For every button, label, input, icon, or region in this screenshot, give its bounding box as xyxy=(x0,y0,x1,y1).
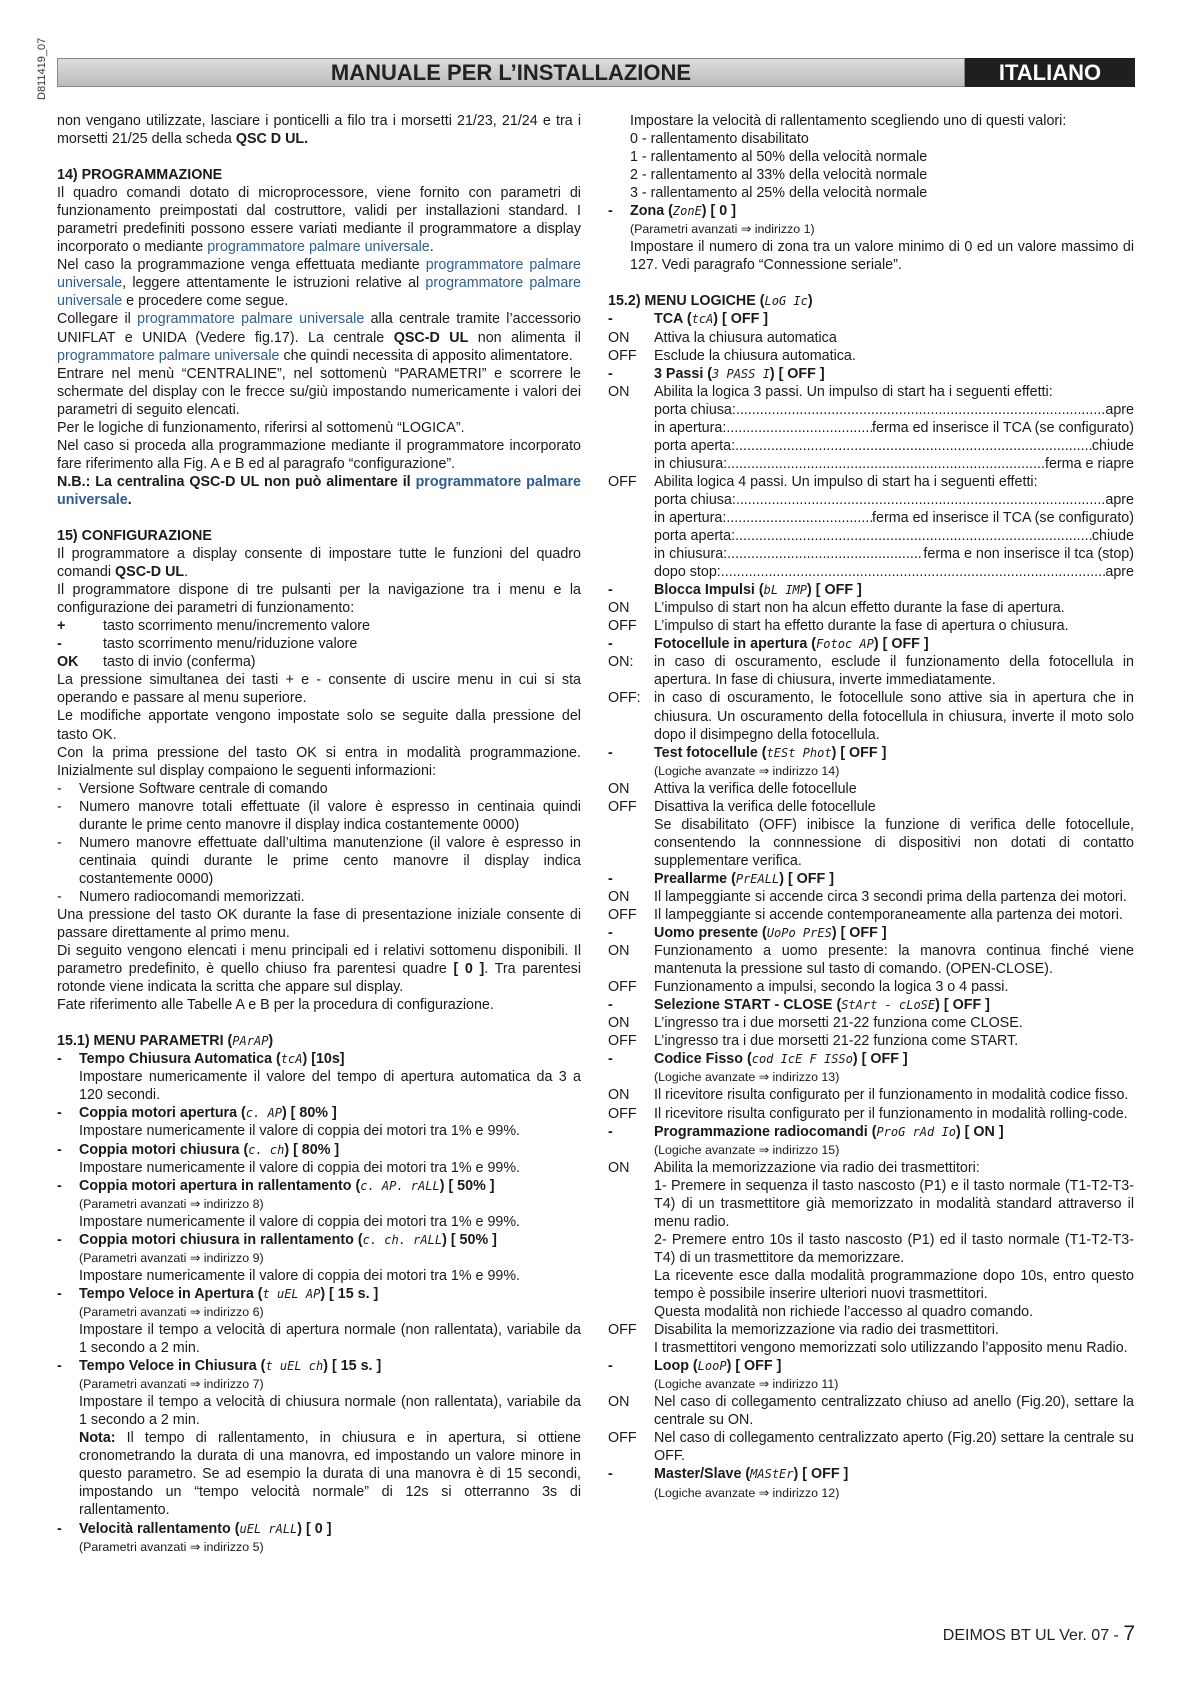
param-desc: Impostare numericamente il valore di coppia dei motori tra 1% e 99%. xyxy=(79,1213,521,1230)
logic-off: OFF: in caso di oscuramento, le fotocellule sono attive sia in apertura che in chiusura. Un oscuramento della fotocellula in chiusura, inverte il moto solo dopo il disimpegno della fotocellula. xyxy=(608,690,1134,743)
logic-off: OFF Funzionamento a impulsi, secondo la logica 3 o 4 passi. xyxy=(608,979,1009,996)
logic-on: ON Il ricevitore risulta configurato per il funzionamento in modalità codice fisso. xyxy=(608,1087,1129,1104)
param-item: - Coppia motori chiusura in rallentamento (c. ch. rALL) [ 50% ] xyxy=(57,1231,497,1248)
vel-option: 1 - rallentamento al 50% della velocità normale xyxy=(630,149,928,166)
logic-note: (Logiche avanzate ⇒ indirizzo 14) xyxy=(654,763,840,778)
param-note: (Parametri avanzati ⇒ indirizzo 7) xyxy=(79,1377,264,1392)
s15-paragraph: La pressione simultanea dei tasti + e - consente di uscire menu in cui si sta operando e passare al menu superiore. xyxy=(57,672,581,707)
param-desc: Impostare il tempo a velocità di apertura normale (non rallentata), variabile da 1 secondo a 2 min. xyxy=(79,1322,581,1357)
param-note: (Parametri avanzati ⇒ indirizzo 8) xyxy=(79,1196,264,1211)
s15-paragraph: Il programmatore a display consente di impostare tutte le funzioni del quadro comandi QSC-D UL. xyxy=(57,546,581,581)
logic-off: OFF L’impulso di start ha effetto durante la fase di apertura o chiusura. xyxy=(608,618,1069,635)
logic-on: ON: in caso di oscuramento, esclude il funzionamento della fotocellula in apertura. In fase di chiusura, inverte immediatamente. xyxy=(608,654,1134,689)
section-15-title: 15) CONFIGURAZIONE xyxy=(57,527,212,544)
vel-option: 3 - rallentamento al 25% della velocità normale xyxy=(630,185,928,202)
header-title: MANUALE PER L’INSTALLAZIONE xyxy=(57,58,965,87)
document-id: D811419_07 xyxy=(36,37,48,100)
effect-row: porta chiusa: ..... apre xyxy=(608,401,1134,419)
effect-row: in apertura: ..... ferma ed inserisce il TCA (se configurato) xyxy=(608,509,1134,527)
logic-item: - Master/Slave (MAStEr) [ OFF ] xyxy=(608,1466,849,1483)
logic-desc: I trasmettitori vengono memorizzati solo utilizzando l’apposito menu Radio. xyxy=(654,1340,1128,1357)
info-item: - Numero manovre effettuate dall’ultima manutenzione (il valore è espresso in centinaia quindi durante le prime cento manovre il display indica costantemente 0000) xyxy=(57,834,581,887)
page-footer xyxy=(943,1622,1135,1646)
s14-paragraph: Entrare nel menù “CENTRALINE”, nel sottomenù “PARAMETRI” e scorrere le schermate del display con le frecce su/giù impostando numericamente i valori dei parametri di seguito elencati. xyxy=(57,365,581,418)
logic-on: ON Funzionamento a uomo presente: la manovra continua finché viene mantenuta la pressione sul tasto di comando. (OPEN-CLOSE). xyxy=(608,943,1134,978)
param-item: - Velocità rallentamento (uEL rALL) [ 0 ] xyxy=(57,1520,332,1537)
s14-paragraph: Nel caso la programmazione venga effettuata mediante programmatore palmare universale, leggere attentamente le istruzioni relative al programmatore palmare universale e procedere come segue. xyxy=(57,257,581,310)
logic-off: OFF Nel caso di collegamento centralizzato aperto (Fig.20) settare la centrale su OFF. xyxy=(608,1430,1134,1465)
s15-paragraph: Una pressione del tasto OK durante la fase di presentazione iniziale consente di passare direttamente al primo menu. xyxy=(57,906,581,942)
vel-option: 2 - rallentamento al 33% della velocità normale xyxy=(630,167,928,184)
logic-off: OFF Esclude la chiusura automatica. xyxy=(608,347,856,364)
key-row: OK tasto di invio (conferma) xyxy=(57,654,256,671)
section-15-2-title: 15.2) MENU LOGICHE (LoG Ic) xyxy=(608,293,813,310)
effect-row: in chiusura: ..... ferma e non inserisce il tca (stop) xyxy=(608,545,1134,563)
logic-off: OFF Il lampeggiante si accende contemporaneamente alla partenza dei motori. xyxy=(608,907,1123,924)
logic-item: - Uomo presente (UoPo PrES) [ OFF ] xyxy=(608,925,887,942)
s15-paragraph: Fate riferimento alle Tabelle A e B per la procedura di configurazione. xyxy=(57,997,494,1014)
param-item: - Coppia motori apertura in rallentamento (c. AP. rALL) [ 50% ] xyxy=(57,1177,495,1194)
logic-on: ON L’ingresso tra i due morsetti 21-22 funziona come CLOSE. xyxy=(608,1015,1023,1032)
logic-off: OFF Abilita logica 4 passi. Un impulso di start ha i seguenti effetti: xyxy=(608,473,1038,490)
s15-paragraph: Le modifiche apportate vengono impostate solo se seguite dalla pressione del tasto OK. xyxy=(57,708,581,743)
logic-on: ON L’impulso di start non ha alcun effetto durante la fase di apertura. xyxy=(608,600,1065,617)
logic-desc: Questa modalità non richiede l’accesso al quadro comando. xyxy=(654,1304,1034,1321)
logic-on: ON Attiva la verifica delle fotocellule xyxy=(608,780,857,797)
param-item: - Tempo Veloce in Apertura (t uEL AP) [ 15 s. ] xyxy=(57,1285,379,1302)
logic-off: OFF L’ingresso tra i due morsetti 21-22 funziona come START. xyxy=(608,1033,1019,1050)
param-note: (Parametri avanzati ⇒ indirizzo 1) xyxy=(630,222,815,237)
vel-intro: Impostare la velocità di rallentamento scegliendo uno di questi valori: xyxy=(630,113,1067,129)
logic-item: - TCA (tcA) [ OFF ] xyxy=(608,311,769,328)
logic-item: - Fotocellule in apertura (Fotoc AP) [ OFF ] xyxy=(608,636,929,653)
s14-paragraph: Collegare il programmatore palmare universale alla centrale tramite l’accessorio UNIFLAT e UNIDA (Vedere fig.17). La centrale QSC-D UL non alimenta il programmatore palmare universale che quindi necessita di apposito alimentatore. xyxy=(57,311,581,364)
param-desc: Impostare numericamente il valore di coppia dei motori tra 1% e 99%. xyxy=(79,1159,521,1176)
logic-item: - Programmazione radiocomandi (ProG rAd Io) [ ON ] xyxy=(608,1123,1004,1140)
left-column xyxy=(57,112,581,1556)
effect-row: porta aperta: ..... chiude xyxy=(608,527,1134,545)
logic-item: - Blocca Impulsi (bL IMP) [ OFF ] xyxy=(608,582,862,599)
param-note: (Parametri avanzati ⇒ indirizzo 5) xyxy=(79,1539,264,1554)
logic-note: (Logiche avanzate ⇒ indirizzo 13) xyxy=(654,1070,840,1085)
effect-row: porta aperta: ..... chiude xyxy=(608,437,1134,455)
logic-desc: 1- Premere in sequenza il tasto nascosto (P1) e il tasto normale (T1-T2-T3-T4) di un trasmettitore già memorizzato in modalità standard attraverso il menu radio. xyxy=(654,1177,1134,1230)
logic-item: - Selezione START - CLOSE (StArt - cLoSE) [ OFF ] xyxy=(608,997,990,1014)
key-row: + tasto scorrimento menu/incremento valore xyxy=(57,618,370,635)
logic-item: - Loop (LooP) [ OFF ] xyxy=(608,1358,782,1375)
logic-off: OFF Il ricevitore risulta configurato per il funzionamento in modalità rolling-code. xyxy=(608,1105,1128,1122)
page-header xyxy=(57,58,1135,87)
info-item: - Versione Software centrale di comando xyxy=(57,780,328,797)
param-desc: Impostare il tempo a velocità di chiusura normale (non rallentata), variabile da 1 secondo a 2 min. xyxy=(79,1394,581,1429)
logic-note: (Logiche avanzate ⇒ indirizzo 12) xyxy=(654,1485,840,1500)
logic-desc: La ricevente esce dalla modalità programmazione dopo 10s, entro questo tempo è possibile inserire ulteriori nuovi trasmettitori. xyxy=(654,1267,1134,1302)
param-item: - Tempo Chiusura Automatica (tcA) [10s] xyxy=(57,1051,345,1068)
logic-item: - Test fotocellule (tESt Phot) [ OFF ] xyxy=(608,744,887,761)
vel-option: 0 - rallentamento disabilitato xyxy=(630,131,809,148)
param-note: (Parametri avanzati ⇒ indirizzo 6) xyxy=(79,1304,264,1319)
param-note: (Parametri avanzati ⇒ indirizzo 9) xyxy=(79,1250,264,1265)
logic-on: ON Il lampeggiante si accende circa 3 secondi prima della partenza dei motori. xyxy=(608,888,1127,905)
s14-paragraph: Nel caso si proceda alla programmazione mediante il programmatore incorporato fare riferimento alla Fig. A e B ed al paragrafo “configurazione”. xyxy=(57,437,581,472)
header-language: ITALIANO xyxy=(965,58,1135,87)
right-column xyxy=(608,112,1134,1502)
param-desc: Impostare numericamente il valore del tempo di apertura automatica da 3 a 120 secondi. xyxy=(79,1069,581,1104)
s14-paragraph: Il quadro comandi dotato di microprocessore, viene fornito con parametri di funzionamento preimpostati dal costruttore, validi per installazioni standard. I parametri predefiniti possono essere variati mediante il programmatore a display incorporato o mediante programmatore palmare universale. xyxy=(57,185,581,256)
effect-row: dopo stop: ..... apre xyxy=(608,563,1134,581)
s15-paragraph: Il programmatore dispone di tre pulsanti per la navigazione tra i menu e la configurazione dei parametri di funzionamento: xyxy=(57,582,581,617)
param-item: - Zona (ZonE) [ 0 ] xyxy=(608,203,736,220)
param-item: - Coppia motori chiusura (c. ch) [ 80% ] xyxy=(57,1141,340,1158)
page-number: 7 xyxy=(1123,1622,1135,1645)
logic-note: (Logiche avanzate ⇒ indirizzo 11) xyxy=(654,1377,839,1392)
logic-on: ON Abilita la logica 3 passi. Un impulso di start ha i seguenti effetti: xyxy=(608,383,1053,400)
param-nota: Nota: Il tempo di rallentamento, in chiusura e in apertura, si ottiene cronometrando la durata di una manovra, ed impostando un valore minore in questo parametro. Se ad esempio la durata di una manovra è di 15 secondi, impostando un “tempo velocità normale” di 12s si otterranno 3s di rallentamento. xyxy=(79,1430,581,1519)
logic-on: ON Abilita la memorizzazione via radio dei trasmettitori: xyxy=(608,1159,980,1176)
logic-off: OFF Disabilita la memorizzazione via radio dei trasmettitori. xyxy=(608,1322,999,1339)
logic-on: ON Nel caso di collegamento centralizzato chiuso ad anello (Fig.20), settare la centrale su ON. xyxy=(608,1394,1134,1429)
effect-row: porta chiusa: ..... apre xyxy=(608,491,1134,509)
s14-note: N.B.: La centralina QSC-D UL non può alimentare il programmatore palmare universale. xyxy=(57,473,581,508)
param-desc: Impostare numericamente il valore di coppia dei motori tra 1% e 99%. xyxy=(79,1267,521,1284)
logic-note: (Logiche avanzate ⇒ indirizzo 15) xyxy=(654,1142,840,1157)
info-item: - Numero radiocomandi memorizzati. xyxy=(57,888,305,905)
s14-paragraph: Per le logiche di funzionamento, riferirsi al sottomenù “LOGICA”. xyxy=(57,419,465,436)
param-desc: Impostare numericamente il valore di coppia dei motori tra 1% e 99%. xyxy=(79,1123,521,1140)
logic-desc: 2- Premere entro 10s il tasto nascosto (P1) ed il tasto normale (T1-T2-T3-T4) di un trasmettitore da memorizzare. xyxy=(654,1231,1134,1266)
footer-text: DEIMOS BT UL Ver. 07 - xyxy=(942,1627,1119,1644)
param-item: - Tempo Veloce in Chiusura (t uEL ch) [ 15 s. ] xyxy=(57,1358,382,1375)
effect-row: in chiusura: ..... ferma e riapre xyxy=(608,455,1134,473)
effect-row: in apertura: ..... ferma ed inserisce il TCA (se configurato) xyxy=(608,419,1134,437)
info-item: - Numero manovre totali effettuate (il valore è espresso in centinaia quindi durante le prime cento manovre il display indica costantemente 0000) xyxy=(57,798,581,833)
section-14-title: 14) PROGRAMMAZIONE xyxy=(57,167,223,184)
s15-paragraph: Con la prima pressione del tasto OK si entra in modalità programmazione. Inizialmente sul display compaiono le seguenti informazioni: xyxy=(57,744,581,779)
section-15-1-title: 15.1) MENU PARAMETRI (PArAP) xyxy=(57,1033,274,1050)
logic-off: OFF Disattiva la verifica delle fotocellule xyxy=(608,798,876,815)
logic-item: - 3 Passi (3 PASS I) [ OFF ] xyxy=(608,365,825,382)
param-item: - Coppia motori apertura (c. AP) [ 80% ] xyxy=(57,1105,337,1122)
key-row: - tasto scorrimento menu/riduzione valore xyxy=(57,636,358,653)
logic-desc: Se disabilitato (OFF) inibisce la funzione di verifica delle fotocellule, consentendo la connnessione di dispositivi non dotati di contatto supplementare verifica. xyxy=(654,816,1134,869)
intro-paragraph: non vengano utilizzate, lasciare i ponticelli a filo tra i morsetti 21/23, 21/24 e tra i morsetti 21/25 della scheda QSC D UL. xyxy=(57,113,581,148)
param-desc: Impostare il numero di zona tra un valore minimo di 0 ed un valore massimo di 127. Vedi paragrafo “Connessione seriale”. xyxy=(630,239,1134,274)
s15-paragraph: Di seguito vengono elencati i menu principali ed i relativi sottomenu disponibili. Il parametro predefinito, è quello chiuso fra parentesi quadre [ 0 ]. Tra parentesi rotonde viene indicata la scritta che appare sul display. xyxy=(57,943,582,996)
logic-item: - Codice Fisso (cod IcE F ISSo) [ OFF ] xyxy=(608,1051,908,1068)
logic-on: ON Attiva la chiusura automatica xyxy=(608,329,837,346)
logic-item: - Preallarme (PrEALL) [ OFF ] xyxy=(608,870,835,887)
